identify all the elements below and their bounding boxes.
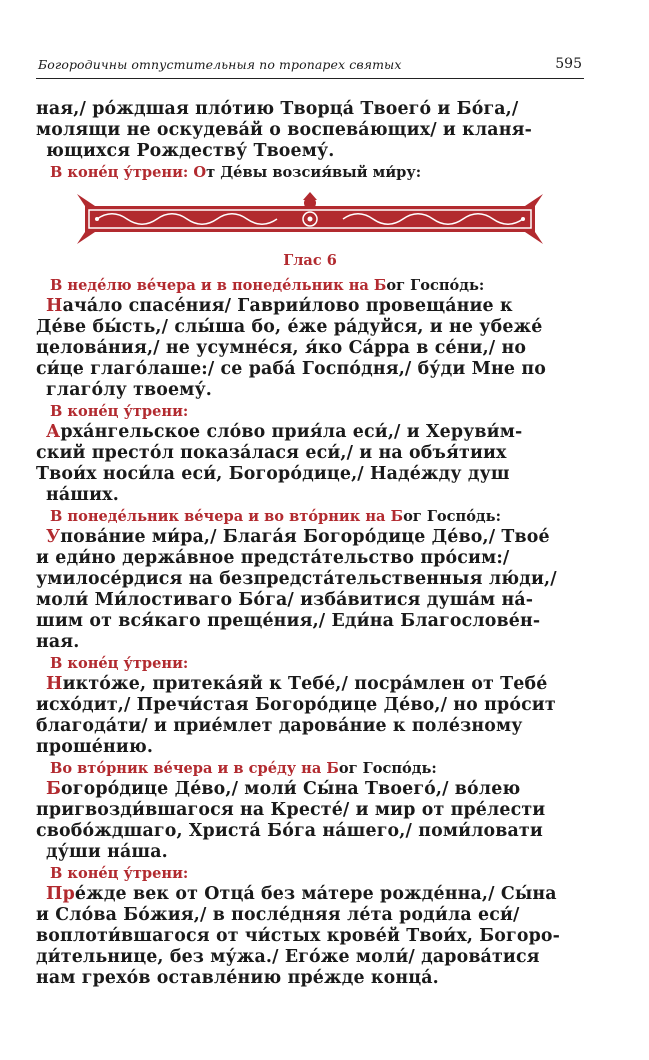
text-line: нам грехóв оставлéнию прéжде концá. xyxy=(36,968,439,988)
page-body xyxy=(36,99,584,989)
rubric: В недéлю вéчера и в понедéльник на Бог Госпóдь: xyxy=(50,277,485,294)
rubric: В конéц у́трени: xyxy=(50,403,189,420)
text-line: воплоти́вшагося от чи́стых кровéй Твои́х, Богоро- xyxy=(36,926,561,946)
text-line: пригвозди́вшагося на Крестé/ и мир от прéлести xyxy=(36,800,546,820)
running-header xyxy=(36,56,584,79)
text-line: ющихся Рождеству́ Твоему́. xyxy=(46,141,335,161)
drop-initial: Н xyxy=(46,674,63,694)
text-line: Богорóдице Дéво,/ моли́ Сы́на Твоегó,/ вóлею xyxy=(46,779,521,799)
text-line: и Слóва Бóжия,/ в послéдняя лéта роди́ла еси́/ xyxy=(36,905,520,925)
text-line: ная,/ рóждшая плóтию Творцá Твоегó и Бóга,/ xyxy=(36,99,519,119)
drop-initial: Пр xyxy=(46,884,75,904)
text-line: Никто́же, притекáяй к Тебé,/ посрáмлен от Тебé xyxy=(46,674,548,694)
text-line: умилосéрдися на безпредстáтельственныя лю́ди,/ xyxy=(36,569,557,589)
drop-initial: Б xyxy=(46,779,62,799)
text-line: ная. xyxy=(36,632,80,652)
rubric: В понедéльник вéчера и во втóрник на Бог Госпóдь: xyxy=(50,508,501,525)
text-line: исхóдит,/ Пречи́стая Богорóдице Дéво,/ но прóсит xyxy=(36,695,556,715)
drop-initial: Н xyxy=(46,296,63,316)
page-number: 595 xyxy=(555,56,582,72)
rubric: В конéц у́трени: xyxy=(50,655,189,672)
rubric: Во втóрник вéчера и в срéду на Бог Госпóдь: xyxy=(50,760,437,777)
text-line: моли́ Ми́лостиваго Бóга/ избáвитися душáм нá- xyxy=(36,590,534,610)
text-line: Уповáние ми́ра,/ Благáя Богорóдице Дéво,/ Твоé xyxy=(46,527,550,547)
text-line: Дéве бы́сть,/ слы́ша бо, éже рáдуйся, и не убежé xyxy=(36,317,543,337)
text-line: глагóлу твоему́. xyxy=(46,380,212,400)
text-line: Нача́ло спасéния/ Гаврии́лово провещáние к xyxy=(46,296,513,316)
text-line: и еди́но держáвное предстáтельство прóсим:/ xyxy=(36,548,510,568)
text-line: Архáнгельское слóво прия́ла еси́,/ и Херуви́м- xyxy=(46,422,523,442)
text-line: ди́тельнице, без му́жа./ Егóже моли́/ даровáтися xyxy=(36,947,540,967)
ornamental-headpiece-icon xyxy=(36,189,584,247)
rubric: В конéц у́трени: xyxy=(50,865,189,882)
text-line: Твои́х носи́ла еси́, Богорóдице,/ Надéжду душ xyxy=(36,464,510,484)
text-line: молящи не оскудевáй о воспевáющих/ и кланя- xyxy=(36,120,532,140)
text-line: нáших. xyxy=(46,485,119,505)
text-line: си́це глагóлаше:/ се рабá Госпóдня,/ бу́ди Мне по xyxy=(36,359,546,379)
rubric xyxy=(36,162,584,183)
drop-initial: У xyxy=(46,527,61,547)
drop-initial: А xyxy=(46,422,61,442)
rubric-black-part: т Дéвы возсия́вый ми́ру: xyxy=(206,164,422,181)
running-header-title: Богородичны отпустительныя по тропарех святых xyxy=(38,57,402,72)
text-line: Прéжде век от Отцá без мáтере рождéнна,/ Сы́на xyxy=(46,884,557,904)
text-line: целовáния,/ не усумнéся, я́ко Сáрра в сéни,/ но xyxy=(36,338,527,358)
tone-heading: Глас 6 xyxy=(283,252,337,269)
text-line: ду́ши нáша. xyxy=(46,842,168,862)
text-line: свобóждшаго, Христá Бóга нáшего,/ поми́ловати xyxy=(36,821,543,841)
text-line: шим от вся́каго прещéния,/ Еди́на Благословéн- xyxy=(36,611,541,631)
text-line: ский престóл показáлася еси́,/ и на объя́тиих xyxy=(36,443,507,463)
rubric-red-part: В конéц у́трени: О xyxy=(50,164,207,181)
text-line: прошéнию. xyxy=(36,737,154,757)
text-line: благодáти/ и приéмлет даровáние к полéзному xyxy=(36,716,523,736)
